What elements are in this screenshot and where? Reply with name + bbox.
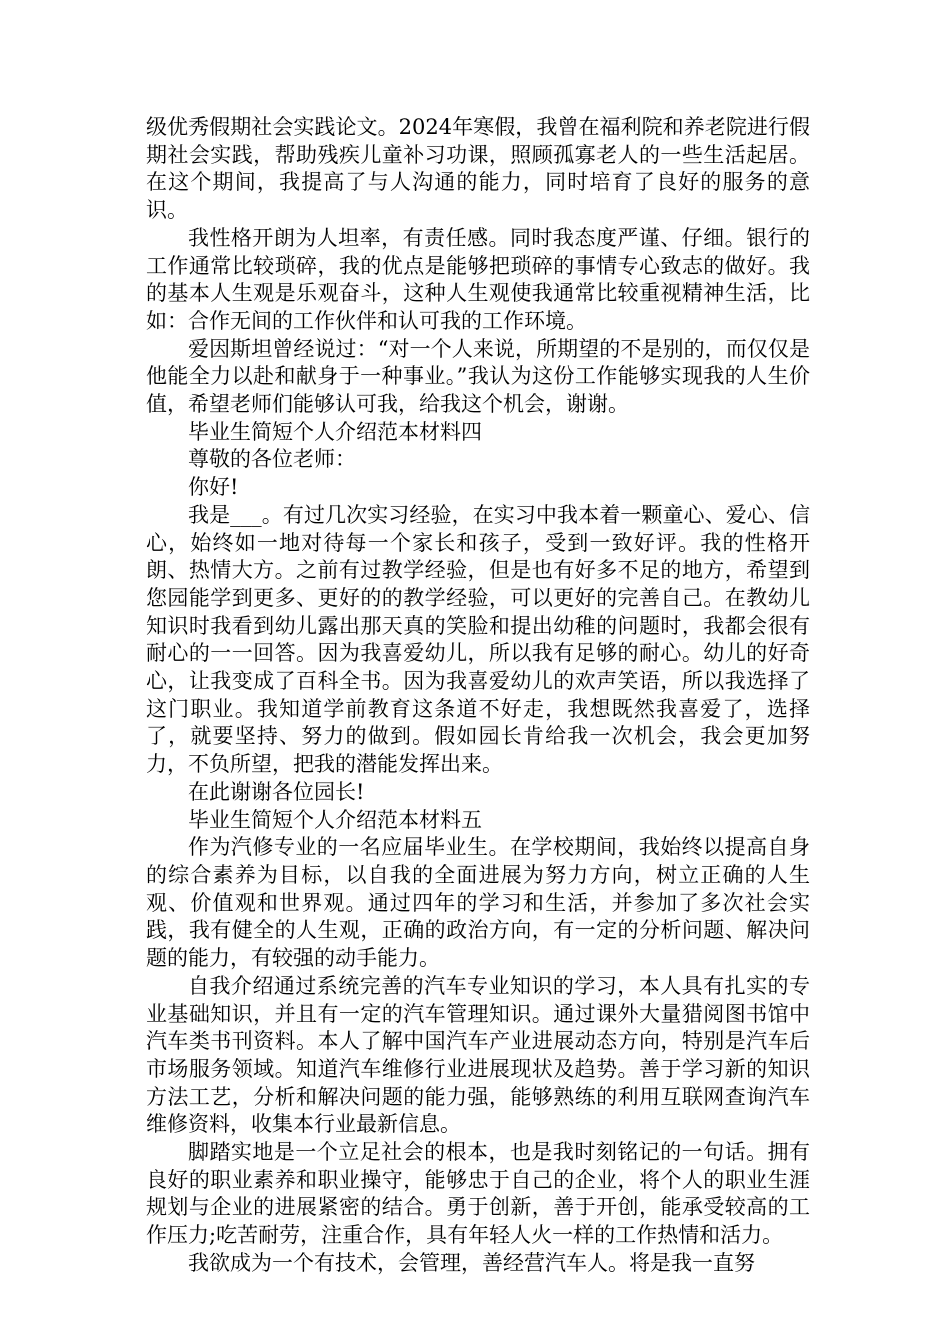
paragraph-intro-continuation: 级优秀假期社会实践论文。2024年寒假，我曾在福利院和养老院进行假期社会实践，帮助残疾儿童补习功课，照顾孤寡老人的一些生活起居。在这个期间，我提高了与人沟通的能力，同时培育了良好的服务的意识。	[146, 115, 810, 223]
salutation: 尊敬的各位老师：	[188, 447, 356, 472]
paragraph-professional-knowledge: 自我介绍通过系统完善的汽车专业知识的学习，本人具有扎实的专业基础知识，并且有一定的汽车管理知识。通过课外大量猎阅图书馆中汽车类书刊资料。本人了解中国汽车产业进展动态方向，特别是汽车后市场服务领域。知道汽车维修行业进展现状及趋势。善于学习新的知识方法工艺，分析和解决问题的能力强，能够熟练的利用互联网查询汽车维修资料，收集本行业最新信息。	[146, 973, 810, 1137]
paragraph-thanks: 在此谢谢各位园长!	[188, 779, 365, 804]
paragraph-down-to-earth: 脚踏实地是一个立足社会的根本，也是我时刻铭记的一句话。拥有良好的职业素养和职业操守，能够忠于自己的企业，将个人的职业生涯规划与企业的进展紧密的结合。勇于创新，善于开创，能承受较高的工作压力;吃苦耐劳，注重合作，具有年轻人火一样的工作热情和活力。	[146, 1140, 810, 1248]
paragraph-kindergarten-intro: 我是___。有过几次实习经验，在实习中我本着一颗童心、爱心、信心，始终如一地对待每一个家长和孩子，受到一致好评。我的性格开朗、热情大方。之前有过教学经验，但是也有好多不足的地方，希望到您园能学到更多、更好的的教学经验，可以更好的完善自己。在教幼儿知识时我看到幼儿露出那天真的笑脸和提出幼稚的问题时，我都会很有耐心的一一回答。因为我喜爱幼儿，所以我有足够的耐心。幼儿的好奇心，让我变成了百科全书。因为我喜爱幼儿的欢声笑语，所以我选择了这门职业。我知道学前教育这条道不好走，我想既然我喜爱了，选择了，就要坚持、努力的做到。假如园长肯给我一次机会，我会更加努力，不负所望，把我的潜能发挥出来。	[146, 502, 810, 777]
paragraph-career-goal: 我欲成为一个有技术，会管理，善经营汽车人。将是我一直努	[188, 1250, 755, 1275]
paragraph-personality: 我性格开朗为人坦率，有责任感。同时我态度严谨、仔细。银行的工作通常比较琐碎，我的优点是能够把琐碎的事情专心致志的做好。我的基本人生观是乐观奋斗，这种人生观使我通常比较重视精神生活，比如：合作无间的工作伙伴和认可我的工作环境。	[146, 225, 810, 333]
section-heading-sample-five: 毕业生简短个人介绍范本材料五	[188, 807, 482, 832]
section-heading-sample-four: 毕业生简短个人介绍范本材料四	[188, 419, 482, 444]
paragraph-einstein-quote: 爱因斯坦曾经说过：“对一个人来说，所期望的不是别的，而仅仅是他能全力以赴和献身于一种事业。”我认为这份工作能够实现我的人生价值，希望老师们能够认可我，给我这个机会，谢谢。	[146, 336, 810, 417]
paragraph-auto-repair-graduate: 作为汽修专业的一名应届毕业生。在学校期间，我始终以提高自身的综合素养为目标，以自我的全面进展为努力方向，树立正确的人生观、价值观和世界观。通过四年的学习和生活，并参加了多次社会实践，我有健全的人生观，正确的政治方向，有一定的分析问题、解决问题的能力，有较强的动手能力。	[146, 835, 810, 971]
greeting: 你好!	[188, 475, 239, 500]
document-body	[146, 114, 810, 1278]
